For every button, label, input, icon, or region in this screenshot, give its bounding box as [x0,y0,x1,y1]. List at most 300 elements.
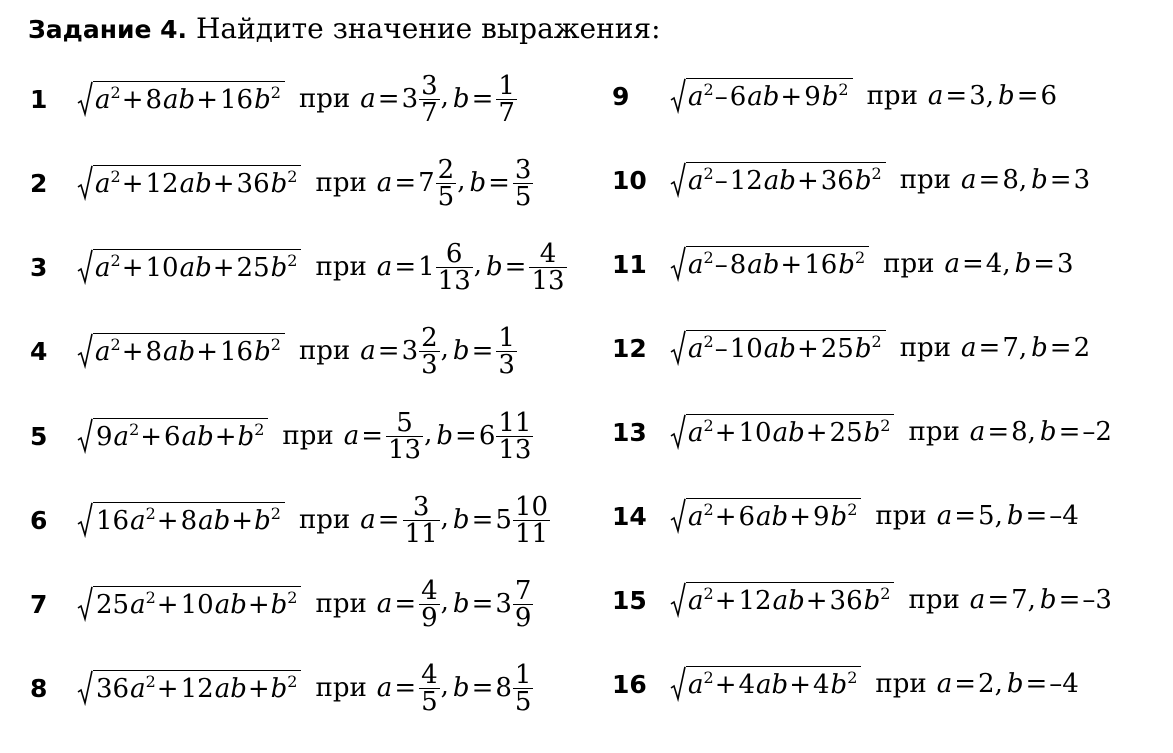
comma: , [457,165,466,196]
pri-word: при [899,333,951,363]
problem-number: 10 [612,165,647,195]
radical-sign-icon [670,498,686,534]
pri-word: при [875,501,927,531]
coefficient: 8 [180,506,198,536]
operator: – [714,82,728,112]
variable-b: b [452,589,470,619]
whole-part-a: 3 [401,336,419,366]
exponent: 2 [110,251,121,270]
variable: ab [181,422,214,452]
condition [961,165,1090,195]
value-b: –3 [1082,585,1112,615]
variable: b [863,586,881,616]
condition [970,585,1112,615]
exponent: 2 [110,167,121,186]
denominator: 11 [514,518,549,549]
equals-sign: = [978,165,1001,195]
condition [343,407,535,465]
sqrt-expression [77,249,301,285]
problem-number: 5 [30,421,48,451]
variable: b [270,590,288,620]
operator: + [121,85,144,115]
exponent: 2 [703,416,714,435]
equals-sign: = [987,585,1010,615]
variable-a: a [961,333,977,363]
exponent: 2 [703,248,714,267]
equals-sign: = [1033,249,1056,279]
denominator: 13 [388,434,422,465]
variable-b: b [998,81,1015,111]
value-a: 4 [985,249,1003,279]
numerator: 4 [421,659,438,690]
variable-b: b [452,84,470,114]
problem-row [30,237,590,297]
coefficient: 8 [145,85,163,115]
radicand [93,249,301,285]
equals-sign: = [377,336,400,366]
variable-b: b [1006,669,1024,699]
coefficient: 36 [820,166,854,196]
coefficient: 4 [738,670,756,700]
denominator: 5 [437,181,455,212]
variable-a: a [969,417,986,447]
variable-a: a [944,249,960,279]
whole-part-a: 3 [401,84,419,114]
variable: ab [163,85,196,115]
condition [928,81,1057,111]
problem-number: 6 [30,505,48,535]
variable-a: a [376,673,393,703]
variable: a [95,337,111,367]
comma: , [440,586,449,617]
condition [944,249,1073,279]
denominator: 13 [437,265,471,296]
equals-sign: = [978,333,1001,363]
variable: a [688,334,704,364]
variable: ab [214,674,247,704]
condition [360,70,518,128]
exponent: 2 [703,500,714,519]
numerator: 4 [539,238,557,269]
variable: b [854,166,872,196]
numerator: 4 [421,575,438,606]
operator: + [121,253,144,283]
comma: , [440,502,449,533]
task-instruction: Найдите значение выражения: [195,12,661,45]
radical-sign-icon [77,670,93,706]
denominator: 11 [404,518,438,549]
sqrt-expression [77,333,285,369]
operator: – [714,250,728,280]
variable: ab [214,590,247,620]
exponent: 2 [871,164,882,183]
coefficient: 8 [145,337,163,367]
pri-word: при [282,421,334,451]
variable-b: b [1031,165,1048,195]
radical-sign-icon [670,666,686,702]
radical-sign-icon [670,162,686,198]
value-a: 5 [978,501,995,531]
coefficient: 36 [236,169,270,199]
problem-number: 4 [30,336,48,366]
exponent: 2 [287,672,298,691]
operator: + [247,674,270,704]
whole-part-b: 8 [495,673,512,703]
equals-sign: = [954,669,977,699]
value-b: 3 [1073,165,1091,195]
problem-number: 14 [612,501,647,531]
operator: + [805,418,828,448]
operator: + [212,253,235,283]
variable: a [688,250,704,280]
denominator: 9 [421,602,438,633]
numerator: 2 [421,322,438,353]
variable-b: b [1014,249,1032,279]
variable-b: b [1006,501,1024,531]
problem-row [612,150,1172,210]
fraction-b [513,491,550,549]
variable: a [95,85,111,115]
operator: + [196,337,218,367]
pri-word: при [315,589,367,619]
radicand [93,165,301,201]
exponent: 2 [703,164,714,183]
coefficient: 16 [220,85,254,115]
numerator: 2 [437,154,455,185]
problem-row [612,486,1172,546]
equals-sign: = [471,84,494,114]
problem-row [612,654,1172,714]
problem-row [612,66,1172,126]
numerator: 7 [514,575,532,606]
operator: + [196,85,218,115]
radicand [686,162,886,198]
variable: ab [163,337,196,367]
problem-number: 7 [30,589,48,619]
condition [360,491,551,549]
variable-a: a [936,501,953,531]
variable-a: a [961,165,977,195]
exponent: 2 [703,80,714,99]
variable-a: a [360,505,376,535]
coefficient: 6 [738,502,756,532]
equals-sign: = [471,336,494,366]
sqrt-expression [77,418,268,454]
denominator: 3 [498,349,515,380]
coefficient: 25 [820,334,854,364]
coefficient: 10 [738,418,772,448]
exponent: 2 [838,80,849,99]
sqrt-expression [77,586,301,622]
radicand [93,670,301,706]
variable: a [688,418,704,448]
variable: b [270,253,288,283]
pri-word: при [875,669,927,699]
variable-b: b [469,168,487,198]
equals-sign: = [394,168,417,198]
value-a: 3 [969,81,986,111]
radical-sign-icon [77,418,93,454]
problem-row [612,234,1172,294]
fraction-b [513,659,534,717]
equals-sign: = [394,252,417,282]
numerator: 3 [514,154,532,185]
equals-sign: = [377,84,400,114]
equals-sign: = [961,249,984,279]
variable: ab [756,502,789,532]
denominator: 5 [514,181,532,212]
comma: , [1027,417,1036,447]
comma: , [440,333,449,364]
coefficient: 36 [96,674,130,704]
value-a: 8 [1011,417,1028,447]
equals-sign: = [471,589,494,619]
variable: b [270,674,288,704]
radical-sign-icon [77,249,93,285]
fraction-b [513,575,534,633]
variable: b [854,334,872,364]
operator: + [121,337,144,367]
pri-word: при [883,249,935,279]
condition [376,659,535,717]
coefficient: 9 [804,82,821,112]
comma: , [1018,333,1028,363]
denominator: 13 [498,434,532,465]
coefficient: 4 [813,670,830,700]
operator: – [714,334,728,364]
equals-sign: = [1058,585,1081,615]
coefficient: 25 [829,418,863,448]
operator: + [714,586,737,616]
equals-sign: = [1049,165,1072,195]
operator: + [796,334,819,364]
coefficient: 16 [804,250,838,280]
variable-b: b [1039,585,1057,615]
equals-sign: = [377,505,400,535]
coefficient: 6 [164,422,181,452]
variable-a: a [376,589,393,619]
comma: , [994,501,1003,531]
problem-row [30,69,590,129]
radicand [686,666,861,702]
numerator: 3 [412,491,430,522]
variable: b [237,422,255,452]
sqrt-expression [77,502,285,538]
value-b: 3 [1057,249,1074,279]
variable: ab [198,506,231,536]
coefficient: 10 [180,590,214,620]
comma: , [985,81,995,111]
operator: + [805,586,828,616]
operator: + [156,590,179,620]
equals-sign: = [1025,669,1048,699]
variable-a: a [936,669,953,699]
equals-sign: = [1016,81,1039,111]
condition [376,154,535,212]
exponent: 2 [703,668,714,687]
problem-row [30,658,590,718]
equals-sign: = [987,417,1010,447]
numerator: 1 [514,659,532,690]
radicand [686,414,894,450]
equals-sign: = [945,81,968,111]
variable: a [688,586,704,616]
comma: , [440,81,449,112]
radicand [686,78,853,114]
variable-b: b [1039,417,1057,447]
variable: ab [179,169,212,199]
equals-sign: = [471,505,494,535]
operator: + [780,250,803,280]
operator: + [780,82,803,112]
variable-b: b [436,421,454,451]
variable-b: b [452,336,470,366]
sqrt-expression [670,246,869,282]
denominator: 7 [498,97,515,128]
denominator: 3 [421,349,438,380]
exponent: 2 [287,167,298,186]
variable: ab [756,670,789,700]
operator: + [156,674,179,704]
coefficient: 6 [729,82,747,112]
radicand [93,333,285,369]
radical-sign-icon [670,414,686,450]
denominator: 13 [531,265,565,296]
fraction-b [513,154,534,212]
exponent: 2 [145,504,156,523]
radicand [686,582,894,618]
variable: ab [747,250,780,280]
fraction-a [419,70,440,128]
operator: – [714,166,728,196]
problem-row [30,574,590,634]
sqrt-expression [670,162,886,198]
problem-number: 2 [30,168,48,198]
fraction-b [496,70,517,128]
radicand [686,498,861,534]
problem-row [30,406,590,466]
sqrt-expression [670,582,894,618]
exponent: 2 [871,332,882,351]
radical-sign-icon [77,502,93,538]
value-b: –2 [1082,417,1112,447]
pri-word: при [908,585,960,615]
variable-a: a [360,84,376,114]
radical-sign-icon [670,78,686,114]
sqrt-expression [77,165,301,201]
exponent: 2 [270,335,281,354]
variable: ab [747,82,780,112]
numerator: 10 [514,491,549,522]
whole-part-b: 6 [478,421,496,451]
equals-sign: = [394,673,417,703]
problem-number: 16 [612,669,647,699]
operator: + [212,169,235,199]
value-a: 2 [978,669,995,699]
sqrt-expression [77,670,301,706]
numerator: 11 [498,407,532,438]
problem-number: 13 [612,417,647,447]
exponent: 2 [145,588,156,607]
denominator: 9 [514,602,532,633]
problem-number: 8 [30,673,48,703]
radicand [93,81,285,117]
problem-number: 1 [30,84,48,114]
variable: a [130,590,146,620]
variable-a: a [376,168,393,198]
variable-a: a [376,252,393,282]
operator: + [714,670,737,700]
exponent: 2 [847,500,858,519]
coefficient: 12 [180,674,214,704]
equals-sign: = [954,501,977,531]
fraction-b [496,322,517,380]
variable-a: a [969,585,986,615]
exponent: 2 [287,251,298,270]
variable: b [254,506,271,536]
numerator: 1 [498,70,515,101]
problem-row [30,490,590,550]
exponent: 2 [110,83,121,102]
whole-part-b: 5 [495,505,512,535]
problem-number: 9 [612,81,630,111]
fraction-b [496,407,533,465]
task-label: Задание 4. [28,15,188,44]
coefficient: 8 [729,250,747,280]
radical-sign-icon [670,582,686,618]
problem-row [612,318,1172,378]
exponent: 2 [110,335,121,354]
equals-sign: = [361,421,384,451]
exponent: 2 [287,588,298,607]
value-a: 8 [1002,165,1019,195]
pri-word: при [866,81,918,111]
radicand [93,586,301,622]
condition [970,417,1112,447]
variable: a [130,506,146,536]
fraction-a [419,322,440,380]
operator: + [796,166,819,196]
equals-sign: = [394,589,417,619]
variable: b [821,82,839,112]
operator: + [231,506,254,536]
comma: , [424,418,433,449]
numerator: 3 [421,70,438,101]
operator: + [789,502,811,532]
value-a: 7 [1011,585,1028,615]
condition [376,575,535,633]
variable: a [688,166,704,196]
sqrt-expression [670,330,886,366]
variable: ab [179,253,212,283]
variable-a: a [927,81,944,111]
equals-sign: = [1049,333,1072,363]
whole-part-b: 3 [495,589,512,619]
radicand [93,418,268,454]
coefficient: 16 [220,337,254,367]
problem-row [612,402,1172,462]
variable: b [270,169,288,199]
variable: b [863,418,881,448]
variable: b [830,670,848,700]
exponent: 2 [270,504,281,523]
exponent: 2 [129,420,140,439]
numerator: 6 [445,238,463,269]
problem-number: 11 [612,249,647,279]
variable-a: a [343,421,360,451]
operator: + [789,670,811,700]
condition [937,501,1079,531]
